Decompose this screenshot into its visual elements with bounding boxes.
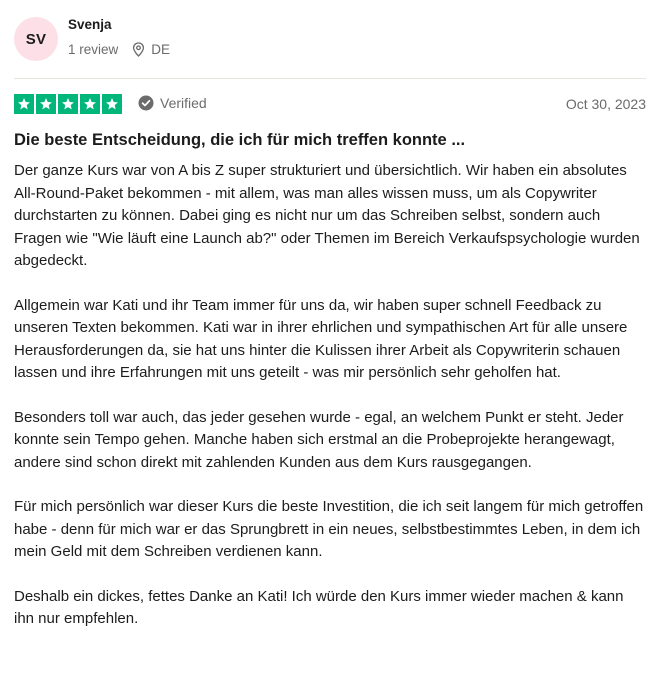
reviewer-meta [68, 41, 170, 57]
star-icon [36, 94, 56, 114]
star-icon [80, 94, 100, 114]
review-title[interactable]: Die beste Entscheidung, die ich für mich treffen konnte ... [14, 131, 466, 149]
review-count: 1 review [68, 41, 119, 57]
reviewer-country: DE [151, 41, 171, 57]
rating-row [14, 94, 646, 114]
star-icon [14, 94, 34, 114]
star-icon [58, 94, 78, 114]
verified-label: Verified [160, 95, 207, 111]
review-body [14, 160, 646, 631]
avatar[interactable]: SV [14, 17, 58, 61]
review-paragraph: Besonders toll war auch, das jeder gesehen wurde - egal, an welchem Punkt er steht. Jeder konnte sein Tempo gehen. Manche haben sich erstmal an die Probeprojekte herangewagt, andere sind schon direkt mit zahlenden Kunden aus dem Kurs rausgegangen. [14, 408, 624, 471]
star-icon [102, 94, 122, 114]
review-paragraph: Allgemein war Kati und ihr Team immer für uns da, wir haben super schnell Feedback zu unseren Texten bekommen. Kati war in ihrer ehrlichen und sympathischen Art für alle unsere Herausforderungen da, sie hat uns hinter die Kulissen ihrer Arbeit als Copywriterin schauen lassen und ihre Erfahrungen mit uns geteilt - was mir persönlich sehr geholfen hat. [14, 296, 628, 381]
review-paragraph: Der ganze Kurs war von A bis Z super strukturiert und übersichtlich. Wir haben ein absolutes All-Round-Paket bekommen - mit allem, was man alles wissen muss, um als Copywriter durchstarten zu können. Dabei ging es nicht nur um das Schreiben selbst, sondern auch Fragen wie "Wie läuft eine Launch ab?" oder Themen im Bereich Verkaufspsychologie wurden abgedeckt. [14, 162, 640, 269]
location-pin-icon [132, 41, 146, 57]
review-paragraph: Für mich persönlich war dieser Kurs die beste Investition, die ich seit langem für mich getroffen habe - denn für mich war er das Sprungbrett in ein neues, selbstbestimmtes Leben, in dem ich mein Geld mit dem Schreiben verdienen kann. [14, 498, 644, 560]
verified-badge[interactable] [138, 95, 207, 111]
review-paragraph: Deshalb ein dickes, fettes Danke an Kati! Ich würde den Kurs immer wieder machen & kann ihn nur empfehlen. [14, 587, 624, 627]
verified-check-icon [138, 95, 154, 111]
reviewer-name[interactable]: Svenja [68, 17, 112, 32]
divider [14, 78, 646, 79]
reviewer-header [14, 14, 646, 64]
review-date: Oct 30, 2023 [565, 96, 646, 112]
star-rating [14, 94, 122, 114]
